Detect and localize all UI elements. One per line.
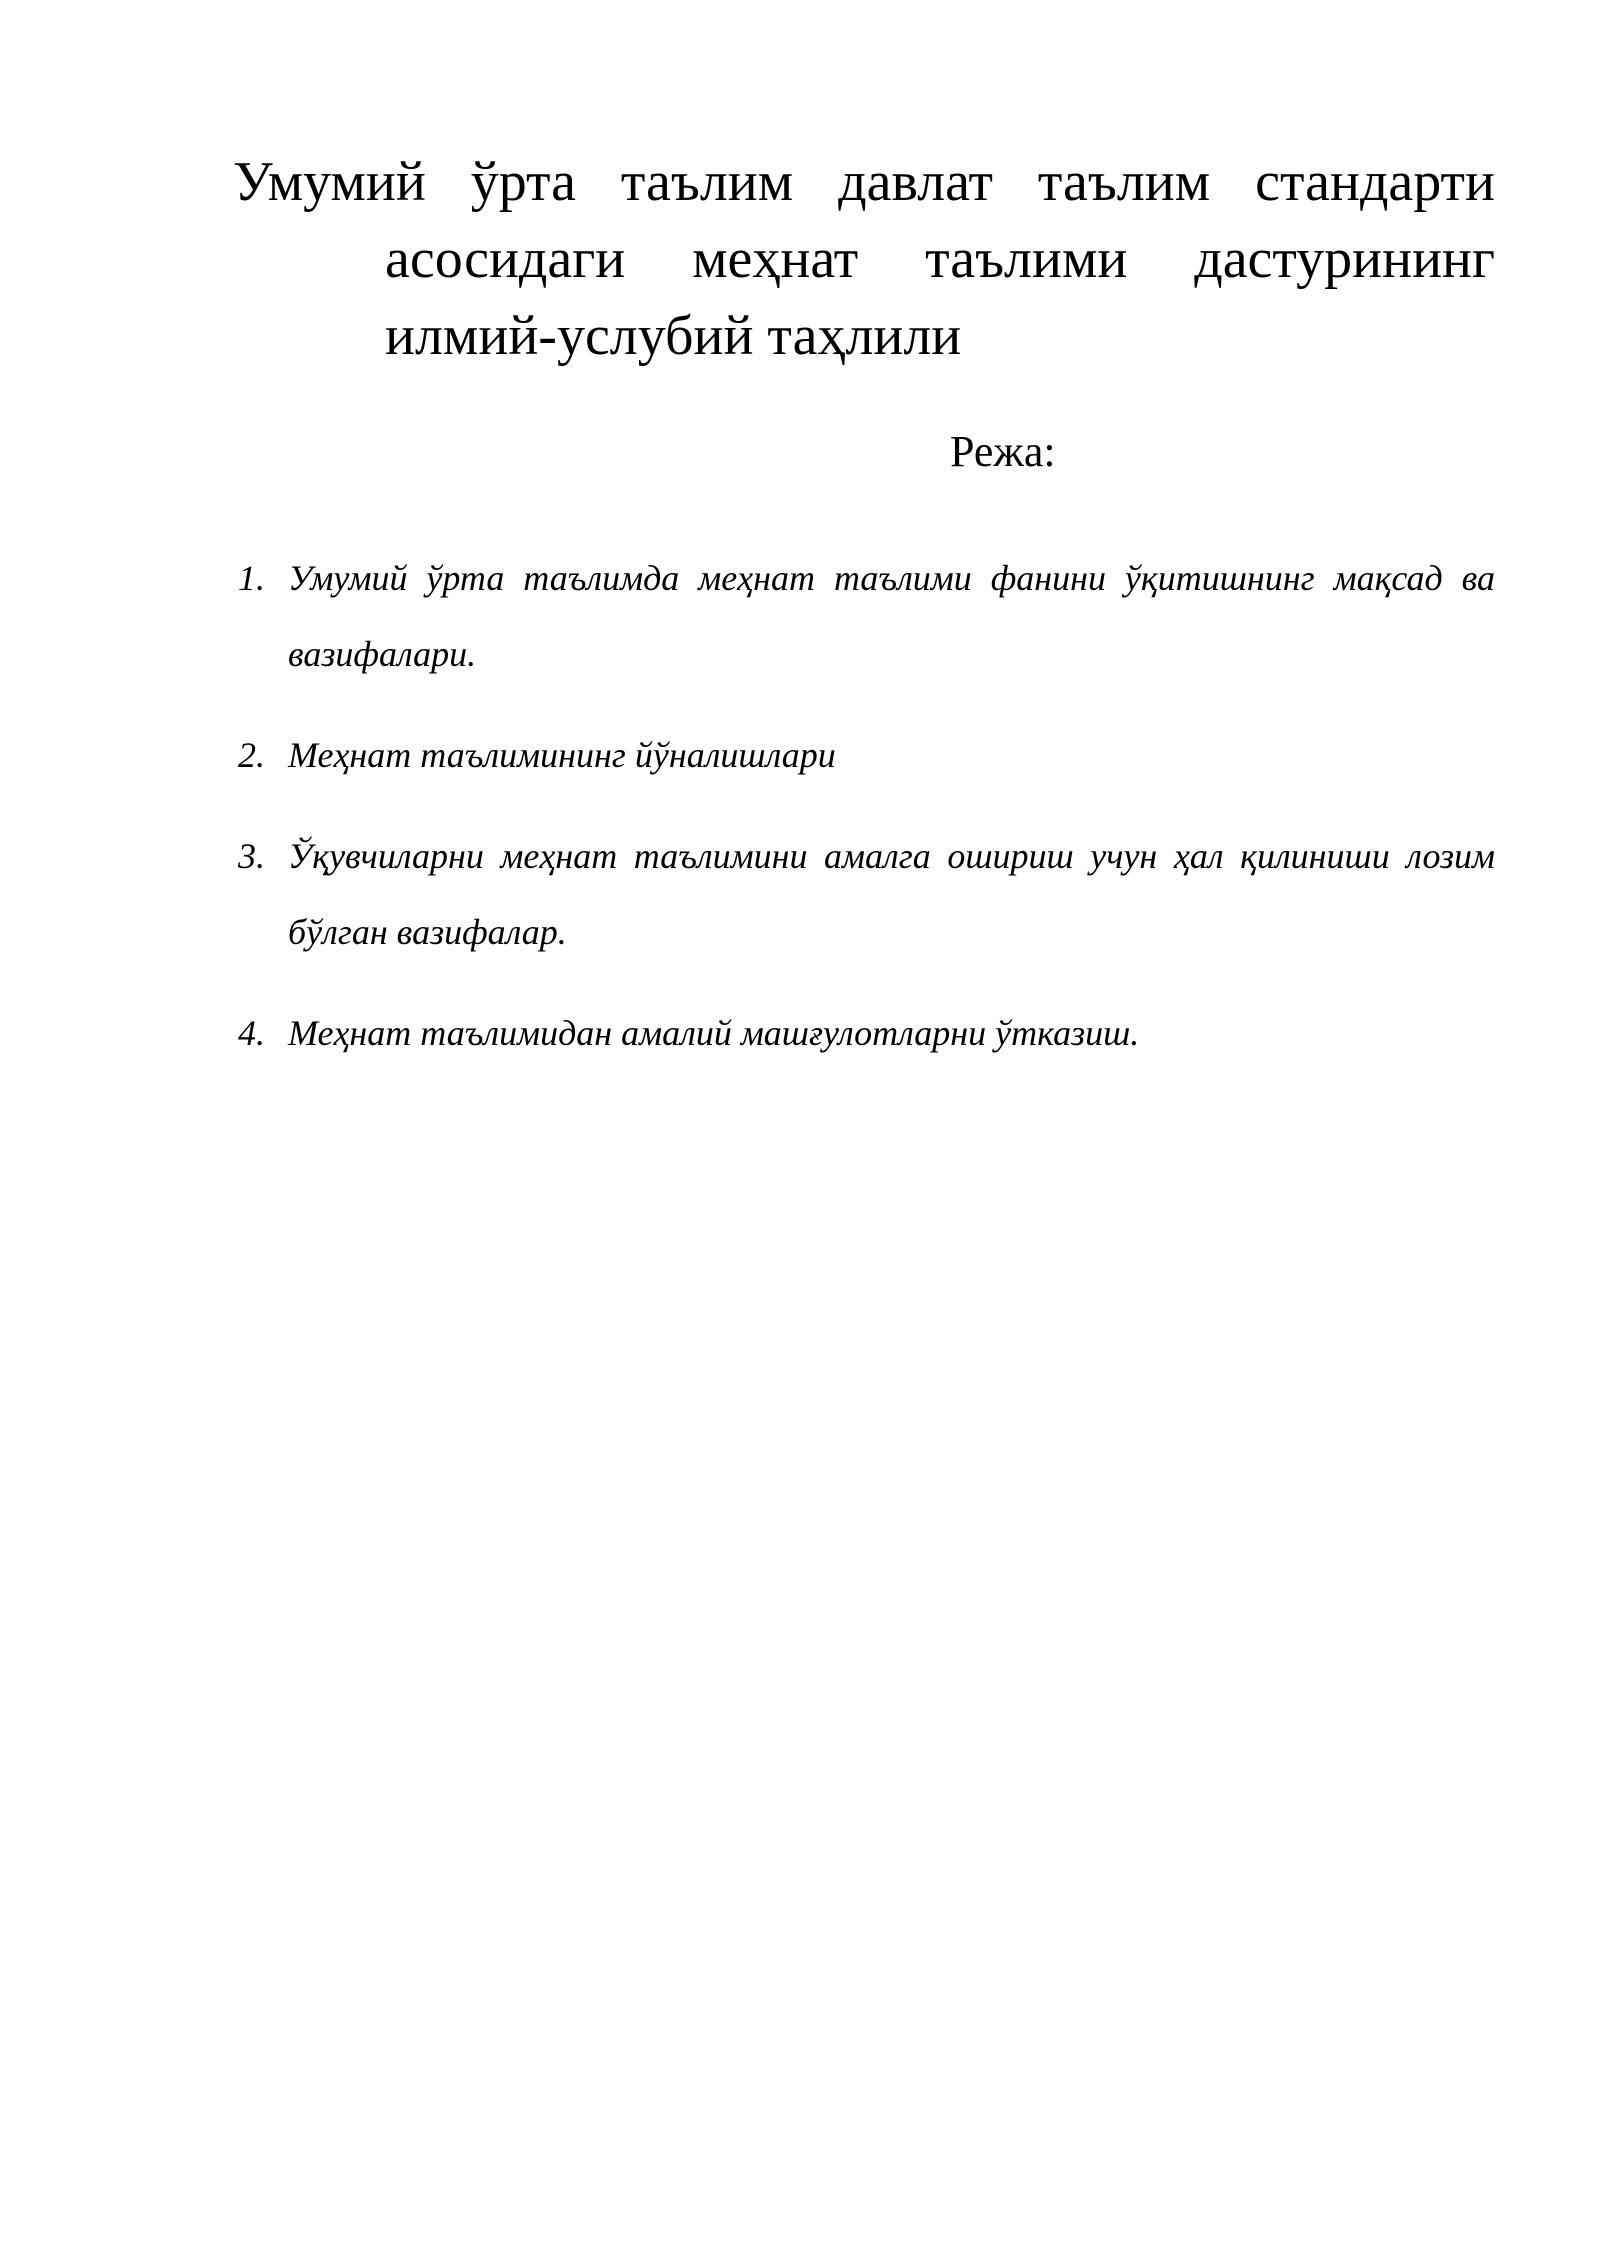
plan-item-text: Ўқувчиларни меҳнат таълимини амалга ошириш учун ҳал қилиниши лозим бўлган вазифалар. xyxy=(288,836,1495,952)
plan-item-number: 2. xyxy=(238,735,265,775)
document-title xyxy=(233,151,1495,385)
plan-list xyxy=(238,540,1495,1096)
title-line-3: илмий-услубий таҳлили xyxy=(385,305,962,367)
plan-item-number: 1. xyxy=(238,558,265,598)
plan-item-number: 3. xyxy=(238,836,265,876)
plan-item-4 xyxy=(238,995,1495,1071)
plan-item-text: Меҳнат таълимидан амалий машғулотларни ўтказиш. xyxy=(288,1013,1140,1053)
plan-item-number: 4. xyxy=(238,1013,265,1053)
plan-heading: Режа: xyxy=(950,427,1056,476)
plan-item-2 xyxy=(238,717,1495,793)
plan-item-text: Умумий ўрта таълимда меҳнат таълими фанини ўқитишнинг мақсад ва вазифалари. xyxy=(288,558,1495,674)
plan-item-1 xyxy=(238,540,1495,692)
plan-item-3 xyxy=(238,818,1495,970)
title-line-1: Умумий ўрта таълим давлат таълим стандарти xyxy=(233,151,1495,213)
title-line-2: асосидаги меҳнат таълими дастурининг xyxy=(385,228,1495,290)
plan-item-text: Меҳнат таълимининг йўналишлари xyxy=(288,735,836,775)
